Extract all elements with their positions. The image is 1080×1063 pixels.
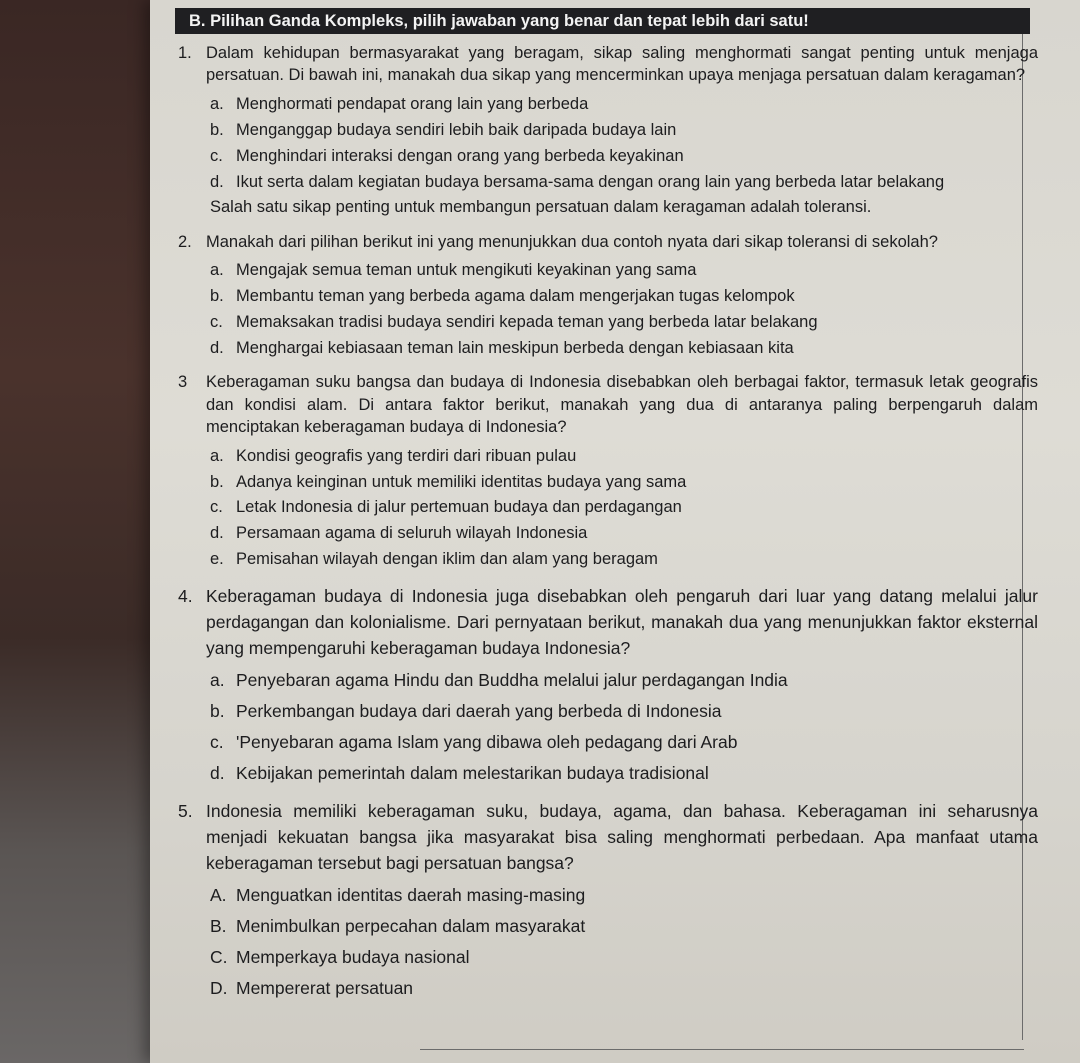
option-list <box>210 259 1038 359</box>
option-letter: b. <box>210 700 225 721</box>
option-text: Menghargai kebiasaan teman lain meskipun berbeda dengan kebiasaan kita <box>236 338 794 357</box>
option-c[interactable] <box>210 944 1038 970</box>
option-d[interactable] <box>210 171 1038 193</box>
option-text: Menguatkan identitas daerah masing-masing <box>236 884 586 905</box>
question-number: 3 <box>178 373 188 392</box>
option-a[interactable] <box>210 259 1038 281</box>
question-note: Salah satu sikap penting untuk membangun persatuan dalam keragaman adalah toleransi. <box>210 198 872 217</box>
page-border-bottom <box>420 1049 1024 1050</box>
option-letter: d. <box>210 338 224 357</box>
option-text: Membantu teman yang berbeda agama dalam mengerjakan tugas kelompok <box>236 287 795 306</box>
option-d[interactable] <box>210 337 1038 359</box>
section-header: B. Pilihan Ganda Kompleks, pilih jawaban yang benar dan tepat lebih dari satu! <box>175 8 1030 34</box>
option-text: 'Penyebaran agama Islam yang dibawa oleh pedagang dari Arab <box>236 731 738 752</box>
option-letter: D. <box>210 977 228 998</box>
background-surface <box>0 0 170 1063</box>
option-list <box>210 93 1038 193</box>
option-letter: e. <box>210 550 224 569</box>
option-text: Memperkaya budaya nasional <box>236 946 470 967</box>
option-text: Menimbulkan perpecahan dalam masyarakat <box>236 915 586 936</box>
option-e[interactable] <box>210 548 1038 570</box>
option-a[interactable] <box>210 445 1038 467</box>
option-text: Pemisahan wilayah dengan iklim dan alam yang beragam <box>236 550 658 569</box>
option-text: Ikut serta dalam kegiatan budaya bersama-sama dengan orang lain yang berbeda latar belakang <box>236 172 945 191</box>
option-letter: B. <box>210 915 227 936</box>
option-text: Adanya keinginan untuk memiliki identitas budaya yang sama <box>236 472 687 491</box>
option-letter: b. <box>210 472 224 491</box>
option-a[interactable] <box>210 93 1038 115</box>
option-list <box>210 882 1038 1001</box>
option-letter: c. <box>210 146 223 165</box>
option-text: Kebijakan pemerintah dalam melestarikan budaya tradisional <box>236 762 709 783</box>
option-text: Mengajak semua teman untuk mengikuti keyakinan yang sama <box>236 261 697 280</box>
question-text: Manakah dari pilihan berikut ini yang menunjukkan dua contoh nyata dari sikap toleransi di sekolah? <box>206 232 938 251</box>
question-text: Keberagaman suku bangsa dan budaya di Indonesia disebabkan oleh berbagai faktor, termasuk letak geografis dan kondisi alam. Di antara faktor berikut, manakah yang dua di antaranya paling berpengaruh dalam menciptakan keberagaman budaya di Indonesia? <box>206 373 1038 437</box>
option-letter: d. <box>210 172 224 191</box>
question-text: Keberagaman budaya di Indonesia juga disebabkan oleh pengaruh dari luar yang datang melalui jalur perdagangan dan kolonialisme. Dari pernyataan berikut, manakah dua yang menunjukkan faktor eksternal yang mempengaruhi keberagaman budaya Indonesia? <box>206 585 1038 658</box>
option-letter: a. <box>210 94 224 113</box>
option-c[interactable] <box>210 311 1038 333</box>
option-letter: c. <box>210 498 223 517</box>
option-c[interactable] <box>210 496 1038 518</box>
option-letter: C. <box>210 946 228 967</box>
option-a[interactable] <box>210 882 1038 908</box>
question-number: 1. <box>178 44 192 62</box>
option-text: Penyebaran agama Hindu dan Buddha melalui jalur perdagangan India <box>236 669 788 690</box>
option-text: Memaksakan tradisi budaya sendiri kepada teman yang berbeda latar belakang <box>236 313 818 332</box>
option-letter: b. <box>210 120 224 139</box>
option-b[interactable] <box>210 913 1038 939</box>
option-a[interactable] <box>210 667 1038 693</box>
option-letter: a. <box>210 446 224 465</box>
option-b[interactable] <box>210 698 1038 724</box>
question-number: 5. <box>178 800 193 821</box>
option-b[interactable] <box>210 285 1038 307</box>
question-5 <box>178 798 1038 1001</box>
question-3 <box>178 371 1038 570</box>
question-number: 4. <box>178 585 193 606</box>
question-1 <box>178 42 1038 219</box>
option-letter: a. <box>210 669 225 690</box>
option-text: Menghindari interaksi dengan orang yang berbeda keyakinan <box>236 146 684 165</box>
option-text: Kondisi geografis yang terdiri dari ribuan pulau <box>236 446 577 465</box>
option-list <box>210 445 1038 571</box>
question-4 <box>178 583 1038 786</box>
option-list <box>210 667 1038 786</box>
question-text: Indonesia memiliki keberagaman suku, budaya, agama, dan bahasa. Keberagaman ini seharusnya menjadi kekuatan bangsa jika masyarakat bisa saling menghormati perbedaan. Apa manfaat utama keberagaman tersebut bagi persatuan bangsa? <box>206 800 1038 873</box>
option-c[interactable] <box>210 729 1038 755</box>
option-c[interactable] <box>210 145 1038 167</box>
option-letter: d. <box>210 524 224 543</box>
option-text: Letak Indonesia di jalur pertemuan budaya dan perdagangan <box>236 498 682 517</box>
option-letter: d. <box>210 762 225 783</box>
option-text: Mempererat persatuan <box>236 977 414 998</box>
option-text: Persamaan agama di seluruh wilayah Indonesia <box>236 524 588 543</box>
question-text: Dalam kehidupan bermasyarakat yang beragam, sikap saling menghormati sangat penting untuk menjaga persatuan. Di bawah ini, manakah dua sikap yang mencerminkan upaya menjaga persatuan dalam keragaman? <box>206 44 1038 85</box>
question-2 <box>178 231 1038 360</box>
option-b[interactable] <box>210 471 1038 493</box>
option-b[interactable] <box>210 119 1038 141</box>
option-d[interactable] <box>210 522 1038 544</box>
option-text: Perkembangan budaya dari daerah yang berbeda di Indonesia <box>236 700 722 721</box>
question-number: 2. <box>178 232 192 251</box>
option-letter: c. <box>210 731 224 752</box>
question-list <box>178 38 1038 1006</box>
option-letter: c. <box>210 313 223 332</box>
option-d[interactable] <box>210 760 1038 786</box>
option-letter: a. <box>210 261 224 280</box>
option-text: Menganggap budaya sendiri lebih baik daripada budaya lain <box>236 120 677 139</box>
option-letter: A. <box>210 884 227 905</box>
option-d[interactable] <box>210 975 1038 1001</box>
option-letter: b. <box>210 287 224 306</box>
option-text: Menghormati pendapat orang lain yang berbeda <box>236 94 589 113</box>
